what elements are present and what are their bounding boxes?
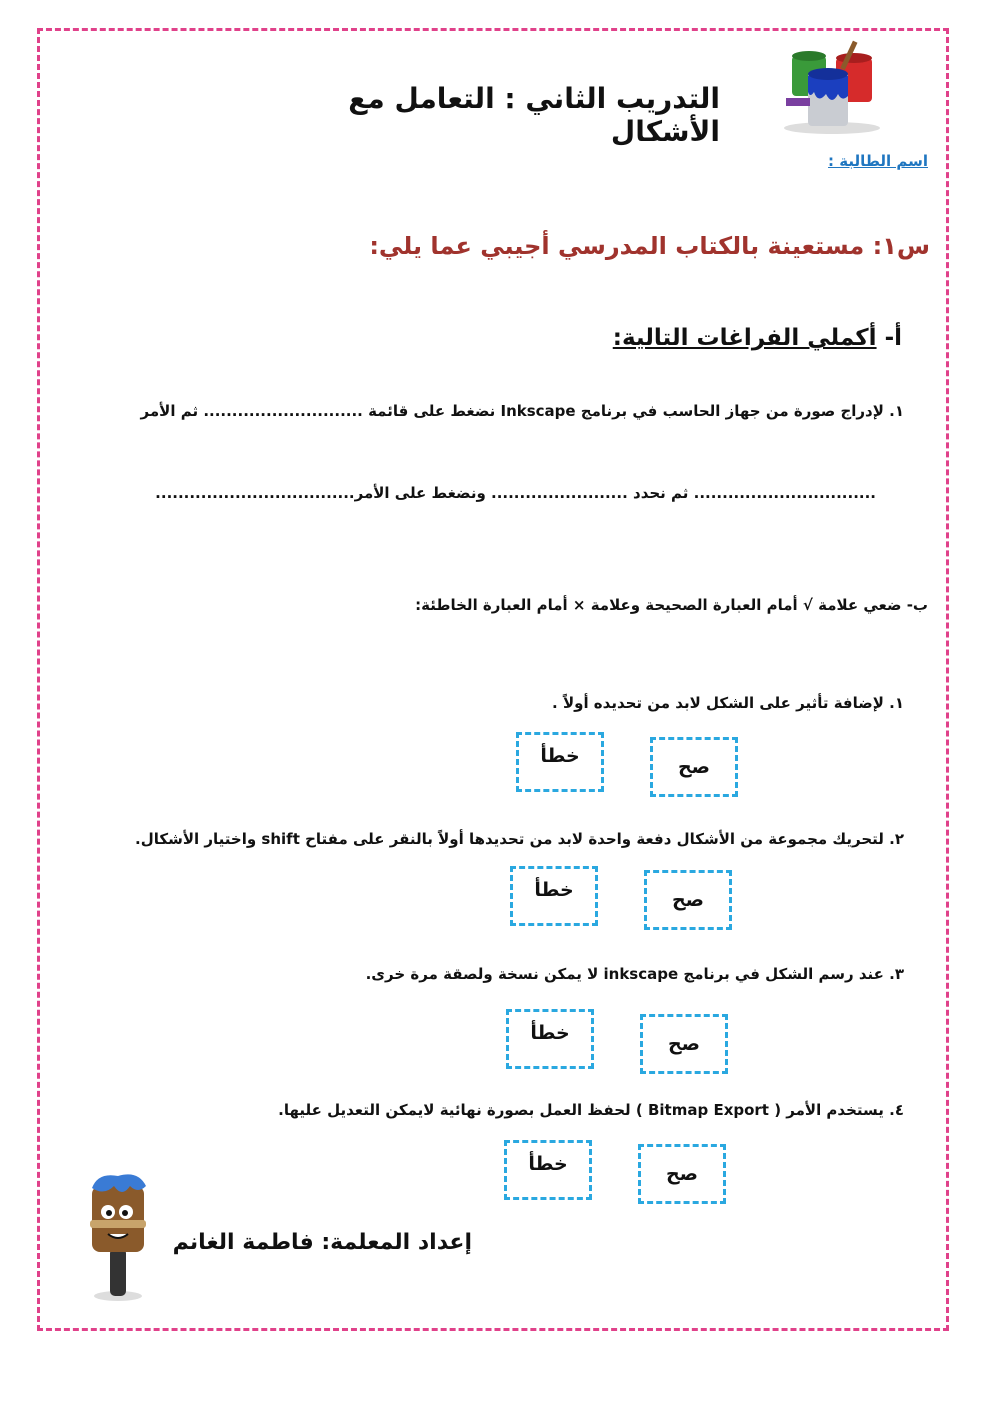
tf-item-4-false-box[interactable]: خطأ (504, 1140, 592, 1200)
tf-item-1-false-box[interactable]: خطأ (516, 732, 604, 792)
paint-buckets-icon (772, 36, 892, 136)
tf-item-3-true-box[interactable]: صح (640, 1014, 728, 1074)
tf-item-3-false-box[interactable]: خطأ (506, 1009, 594, 1069)
question-1-heading: س١: مستعينة بالكتاب المدرسي أجيبي عما يلي: (369, 232, 930, 260)
part-a-label: أكملي الفراغات التالية: (612, 325, 877, 351)
part-a-heading (613, 325, 902, 351)
tf-item-3: ٣. عند رسم الشكل في برنامج inkscape لا يمكن نسخة ولصقة مرة خرى. (365, 965, 904, 983)
paintbrush-character-icon (78, 1168, 162, 1308)
tf-item-2: ٢. لتحريك مجموعة من الأشكال دفعة واحدة لابد من تحديدها أولاً بالنقر على مفتاح shift واختيار الأشكال. (135, 830, 904, 848)
tf-item-4: ٤. يستخدم الأمر ( Bitmap Export ) لحفظ العمل بصورة نهائية لايمكن التعديل عليها. (278, 1101, 904, 1119)
tf-item-1: ١. لإضافة تأثير على الشكل لابد من تحديده أولاً . (552, 694, 904, 712)
part-a-prefix: أ- (884, 325, 902, 351)
tf-item-1-true-box[interactable]: صح (650, 737, 738, 797)
tf-item-4-true-box[interactable]: صح (638, 1144, 726, 1204)
student-name-label: اسم الطالبة : (828, 152, 928, 170)
fill-blank-line-2: ................................ ثم نحدد ........................ ونضغط على الأمر................................... (155, 484, 876, 502)
teacher-credit: إعداد المعلمة: فاطمة الغانم (172, 1230, 472, 1255)
tf-item-2-false-box[interactable]: خطأ (510, 866, 598, 926)
page-border (37, 28, 949, 1331)
tf-item-2-true-box[interactable]: صح (644, 870, 732, 930)
part-b-heading: ب- ضعي علامة √ أمام العبارة الصحيحة وعلامة × أمام العبارة الخاطئة: (415, 596, 928, 614)
page-title: التدريب الثاني : التعامل مع الأشكال (348, 82, 720, 148)
fill-blank-line-1: ١. لإدراج صورة من جهاز الحاسب في برنامج Inkscape نضغط على قائمة ............................ ثم الأمر (140, 402, 904, 420)
